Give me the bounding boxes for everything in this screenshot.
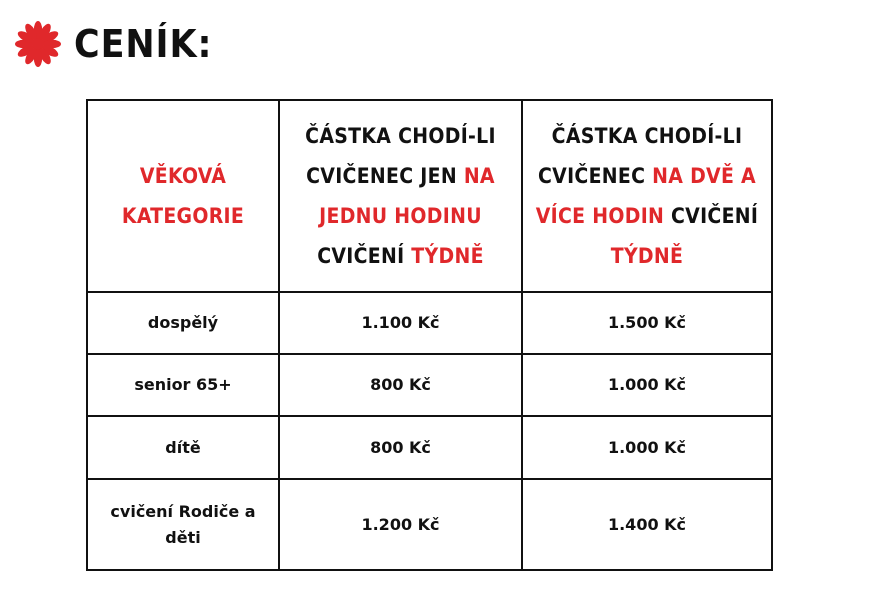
two-plus-price-cell xyxy=(522,479,772,570)
header-one-hour-part4: TÝDNĚ xyxy=(411,244,484,268)
two-plus-price: 1.000 Kč xyxy=(607,375,687,394)
one-hour-price-cell xyxy=(279,479,522,570)
header-category-label: VĚKOVÁ KATEGORIE xyxy=(121,164,245,228)
header-one-hour xyxy=(279,100,522,292)
header-two-plus-part1: ČÁSTKA CHODÍ-LI CVIČENEC xyxy=(538,124,743,188)
table-row xyxy=(87,354,772,416)
category-label: dospělý xyxy=(147,313,219,332)
header-two-plus xyxy=(522,100,772,292)
table-row xyxy=(87,416,772,479)
two-plus-price-cell xyxy=(522,354,772,416)
one-hour-price-cell xyxy=(279,354,522,416)
header-two-plus-part2: NA DVĚ A VÍCE HODIN xyxy=(535,164,756,228)
one-hour-price-cell xyxy=(279,416,522,479)
header-two-plus-label xyxy=(533,116,761,276)
header-category xyxy=(87,100,279,292)
one-hour-price: 800 Kč xyxy=(370,375,431,394)
table-row xyxy=(87,479,772,570)
one-hour-price: 800 Kč xyxy=(370,437,431,457)
two-plus-price-cell xyxy=(522,292,772,354)
header-two-plus-part4: TÝDNĚ xyxy=(610,244,684,268)
table-row xyxy=(87,292,772,354)
two-plus-price-cell xyxy=(522,416,772,479)
one-hour-price-cell xyxy=(279,292,522,354)
header-two-plus-part3: CVIČENÍ xyxy=(664,204,759,228)
category-cell xyxy=(87,354,279,416)
category-label: dítě xyxy=(165,437,201,457)
two-plus-price: 1.500 Kč xyxy=(607,313,687,332)
price-table xyxy=(86,99,773,571)
category-cell xyxy=(87,416,279,479)
one-hour-price: 1.200 Kč xyxy=(361,514,440,534)
page-title: CENÍK: xyxy=(74,22,213,66)
header-one-hour-part1: ČÁSTKA CHODÍ-LI CVIČENEC JEN xyxy=(305,124,496,188)
category-cell xyxy=(87,292,279,354)
one-hour-price: 1.100 Kč xyxy=(361,313,440,332)
table-header-row xyxy=(87,100,772,292)
category-label: cvičení Rodiče a děti xyxy=(110,501,256,547)
header-one-hour-part2: NA JEDNU HODINU xyxy=(319,164,495,228)
two-plus-price: 1.000 Kč xyxy=(607,437,687,457)
category-cell xyxy=(87,479,279,570)
asterisk-flower-icon xyxy=(14,20,62,68)
page-header xyxy=(14,20,224,68)
header-one-hour-part3: CVIČENÍ xyxy=(317,244,412,268)
two-plus-price: 1.400 Kč xyxy=(607,514,687,534)
header-one-hour-label xyxy=(290,116,511,276)
category-label: senior 65+ xyxy=(134,375,232,394)
